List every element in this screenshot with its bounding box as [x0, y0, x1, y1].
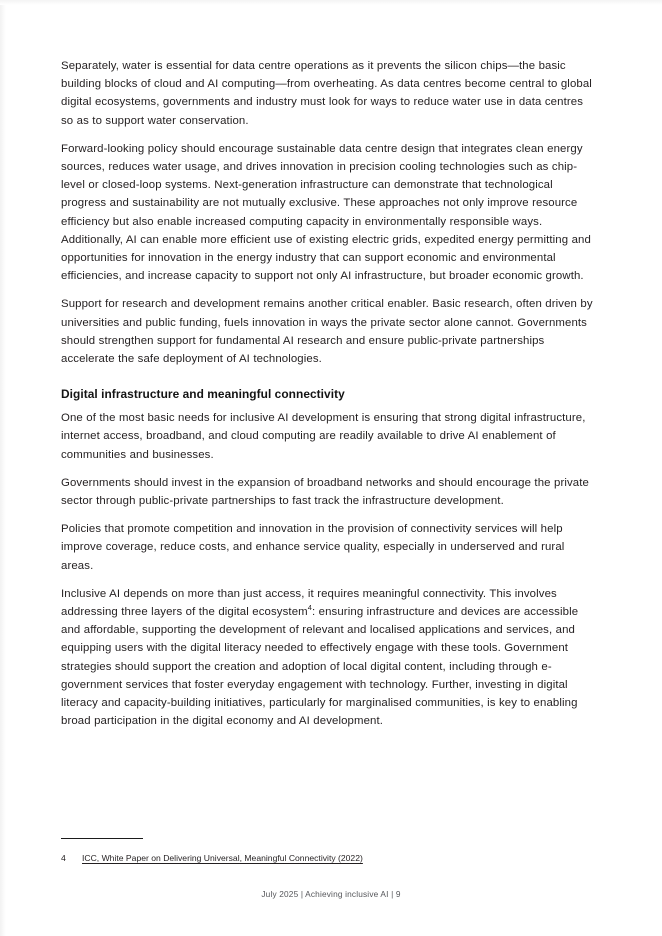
paragraph-meaningful-connectivity: [61, 585, 597, 731]
page-content-column: [61, 57, 597, 741]
footnote-link[interactable]: ICC, White Paper on Delivering Universal, Meaningful Connectivity (2022): [82, 853, 363, 863]
paragraph-forward-looking-policy: Forward-looking policy should encourage sustainable data centre design that integrates clean energy sources, reduces water usage, and drives innovation in precision cooling technologies such as chip-level or closed-loop systems. Next-generation infrastructure can demonstrate that technological progress and sustainability are not mutually exclusive. These approaches not only improve resource efficiency but also enable increased computing capacity in environmentally responsible ways. Additionally, AI can enable more efficient use of existing electric grids, expedited energy permitting and opportunities for innovation in the energy industry that can support economic and environmental efficiencies, and increase capacity to support not only AI infrastructure, but broader economic growth.: [61, 142, 591, 283]
page-footer: July 2025 | Achieving inclusive AI | 9: [261, 889, 401, 899]
paragraph-research-development: Support for research and development remains another critical enabler. Basic research, often driven by universities and public funding, fuels innovation in ways the private sector alone cannot. Governments should strengthen support for fundamental AI research and ensure public-private partnerships accelerate the safe deployment of AI technologies.: [61, 298, 593, 366]
paragraph-broadband-expansion: Governments should invest in the expansion of broadband networks and should encourage the private sector through public-private partnerships to fast track the infrastructure development.: [61, 476, 589, 508]
footnote-item: [61, 852, 597, 864]
section-heading-digital-infrastructure: Digital infrastructure and meaningful connectivity: [61, 387, 345, 402]
footnote-separator-rule: [61, 838, 143, 839]
page-edge-shadow-left: [0, 0, 6, 936]
paragraph-meaningful-connectivity-part-2: : ensuring infrastructure and devices are accessible and affordable, supporting the development of relevant and localised applications and services, and equipping users with the digital literacy needed to effectively engage with these tools. Government strategies should support the creation and adoption of local digital content, including through e-government services that foster everyday engagement with technology. Further, investing in digital literacy and capacity-building initiatives, particularly for marginalised communities, is key to enabling broad participation in the digital economy and AI development.: [61, 606, 579, 728]
paragraph-competition-innovation: Policies that promote competition and innovation in the provision of connectivity services will help improve coverage, reduce costs, and enhance service quality, especially in underserved and rural areas.: [61, 523, 565, 572]
footnote-number: 4: [61, 853, 66, 863]
paragraph-meaningful-connectivity-part-1: Inclusive AI depends on more than just access, it requires meaningful connectivity. This involves addressing three layers of the digital ecosystem: [61, 587, 557, 619]
paragraph-water-data-centres: Separately, water is essential for data centre operations as it prevents the silicon chips—the basic building blocks of cloud and AI computing—from overheating. As data centres become central to global digital ecosystems, governments and industry must look for ways to reduce water use in data centres so as to support water conservation.: [61, 60, 592, 127]
paragraph-basic-needs-inclusive-ai: One of the most basic needs for inclusive AI development is ensuring that strong digital infrastructure, internet access, broadband, and cloud computing are readily available to drive AI enablement of communities and businesses.: [61, 412, 586, 461]
footnote-reference-marker[interactable]: 4: [307, 603, 312, 613]
page-edge-shadow-top: [0, 0, 662, 5]
footnote-area: [61, 838, 597, 864]
